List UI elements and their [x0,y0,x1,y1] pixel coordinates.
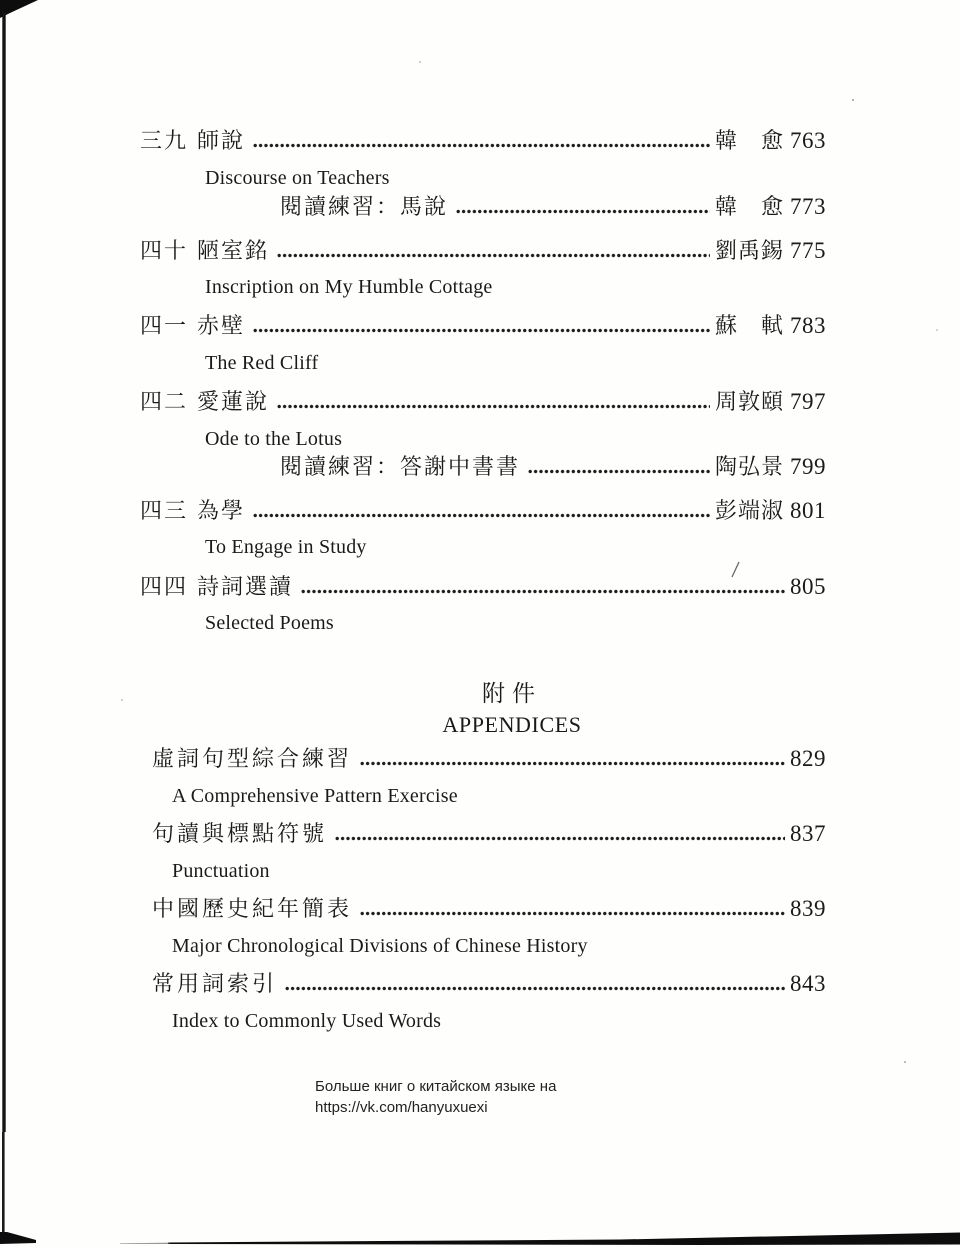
appendices-heading-zh: 附件 [482,681,542,706]
toc-entry-number: 四三 [140,498,189,523]
toc-entry-number: 四十 [140,238,189,263]
dot-leader [360,911,785,916]
watermark-text: Больше книг о китайском языке на [315,1078,557,1095]
reading-exercise-row [280,454,826,480]
appendix-subtitle-en: Index to Commonly Used Words [172,1010,442,1032]
toc-entry-author: 彭端淑 [714,498,784,523]
toc-entry-title: 師說 [197,128,246,153]
dot-leader [335,836,785,841]
toc-entry-number: 四四 [140,574,189,599]
toc-entry-title: 赤壁 [197,313,246,338]
appendix-entry [152,746,826,772]
toc-entry [140,389,826,415]
dot-leader [301,589,785,594]
exercise-page: 773 [790,194,826,219]
appendix-entry-title: 句讀與標點符號 [152,821,328,846]
exercise-title: 閱讀練習：馬說 [280,194,449,219]
appendix-entry-page: 829 [790,746,826,771]
watermark-url: https://vk.com/hanyuxuexi [315,1099,488,1116]
appendix-entry [152,971,826,997]
reading-exercise-row [280,194,826,220]
toc-entry-page: 801 [790,498,826,523]
dot-leader [253,143,710,148]
toc-entry [140,238,826,264]
toc-entry-page: 797 [790,389,826,414]
toc-entry-page: 775 [790,238,826,263]
appendices-heading-en: APPENDICES [442,712,582,737]
toc-entry-author: 韓 愈 [714,128,784,153]
toc-entry [140,128,826,154]
toc-entry-subtitle-en: Inscription on My Humble Cottage [205,276,493,298]
toc-entry-title: 愛蓮說 [197,389,270,414]
exercise-page: 799 [790,454,826,479]
toc-entry-number: 三九 [140,128,189,153]
toc-entry [140,574,826,600]
scan-bottom-left-wedge [0,1232,36,1244]
exercise-author: 陶弘景 [714,454,784,479]
exercise-author: 韓 愈 [714,194,784,219]
dot-leader [360,761,785,766]
dot-leader [285,986,785,991]
appendix-subtitle-en: Punctuation [172,860,270,882]
scan-left-edge-line [2,12,5,1132]
dot-leader [277,253,710,258]
appendix-entry [152,896,826,922]
toc-entry-title: 詩詞選讀 [197,574,294,599]
toc-entry-title: 陋室銘 [197,238,270,263]
toc-entry-subtitle-en: To Engage in Study [205,536,367,558]
toc-entry-subtitle-en: The Red Cliff [205,352,319,374]
toc-entry-page: 805 [790,574,826,599]
toc-entry-subtitle-en: Ode to the Lotus [205,428,343,450]
toc-entry-number: 四二 [140,389,189,414]
appendix-subtitle-en: A Comprehensive Pattern Exercise [172,785,458,807]
appendix-entry-page: 837 [790,821,826,846]
dot-leader [253,328,710,333]
exercise-title: 閱讀練習：答謝中書書 [280,454,521,479]
toc-entry [140,498,826,524]
dot-leader [253,513,710,518]
toc-entry-author: 蘇 軾 [714,313,784,338]
toc-entry-subtitle-en: Selected Poems [205,612,334,634]
appendix-entry [152,821,826,847]
watermark [315,1076,556,1118]
toc-entry-author: 劉禹錫 [714,238,784,263]
toc-entry-page: 783 [790,313,826,338]
appendix-entry-title: 中國歷史紀年簡表 [152,896,353,921]
toc-entry-subtitle-en: Discourse on Teachers [205,167,390,189]
dot-leader [528,469,710,474]
appendix-entry-title: 常用詞索引 [152,971,278,996]
dot-leader [277,404,710,409]
toc-entry-number: 四一 [140,313,189,338]
dot-leader [456,209,710,214]
toc-entry-author: 周敦頤 [714,389,784,414]
appendix-entry-page: 843 [790,971,826,996]
toc-entry [140,313,826,339]
toc-entry-page: 763 [790,128,826,153]
toc-entry-title: 為學 [197,498,246,523]
appendix-entry-page: 839 [790,896,826,921]
scan-bottom-band [168,1233,960,1246]
appendix-entry-title: 虛詞句型綜合練習 [152,746,353,771]
appendix-subtitle-en: Major Chronological Divisions of Chinese History [172,935,588,957]
scan-corner-wedge [0,0,38,18]
